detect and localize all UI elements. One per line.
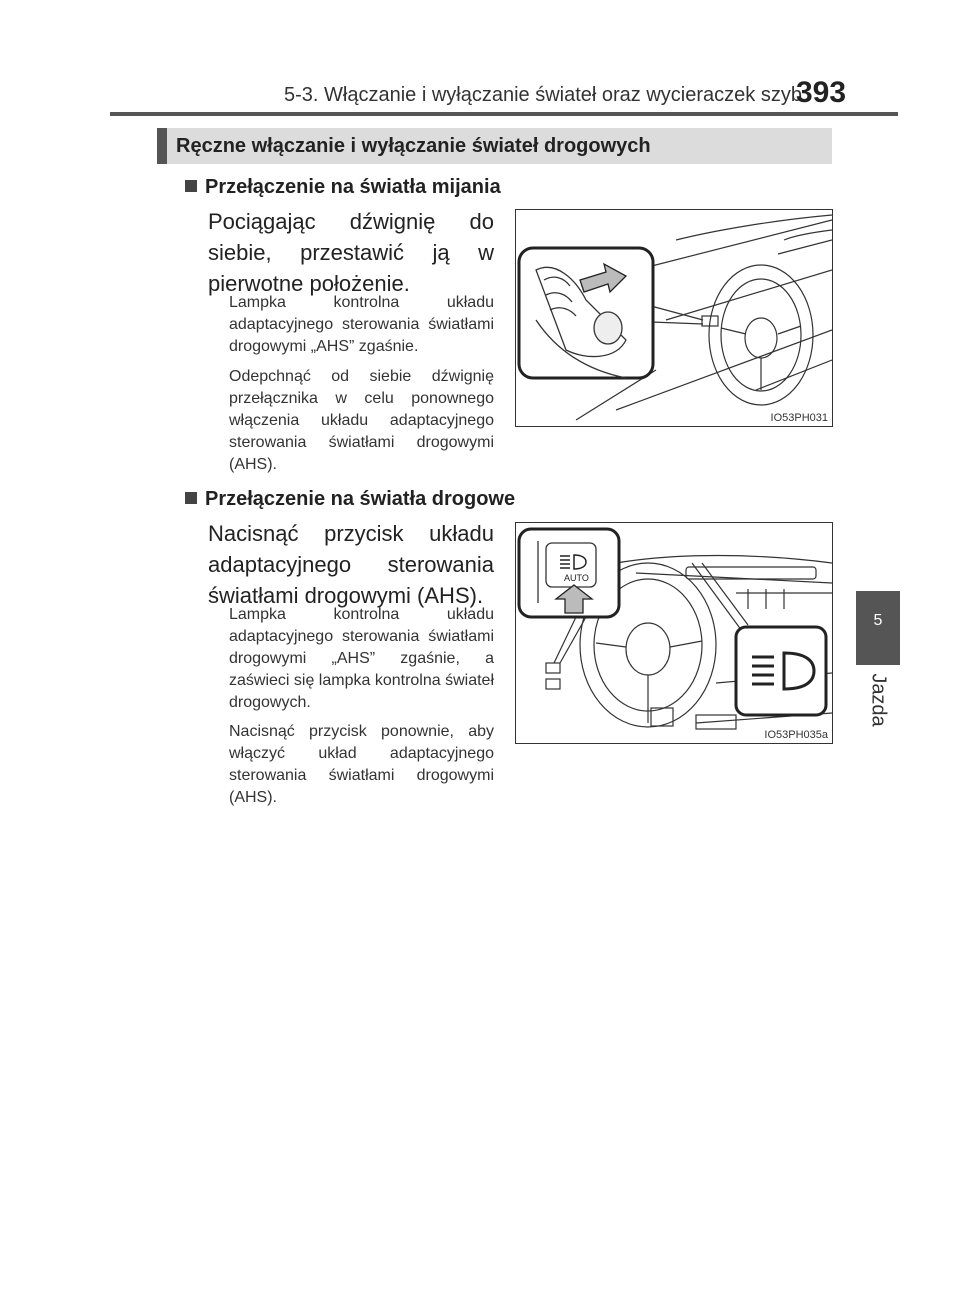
subheading-high-beam: Przełączenie na światła drogowe	[185, 488, 515, 511]
chapter-name: Jazda	[867, 673, 890, 727]
dashboard-illustration	[516, 523, 832, 743]
section-title: Ręczne włączanie i wyłączanie świateł drogowych	[176, 135, 651, 157]
figure-auto-button	[515, 522, 833, 744]
instruction-low-beam: Pociągając dźwignię do siebie, przestawić ją w pierwotne położenie.	[208, 209, 494, 296]
page-number: 393	[796, 76, 847, 109]
figure-code-2: IO53PH035a	[764, 729, 828, 741]
note-low-beam-1: Lampka kontrolna układu adaptacyjnego sterowania światłami drogowymi „AHS” zgaśnie.	[229, 294, 494, 355]
chapter-number: 5	[873, 612, 883, 629]
auto-label: AUTO	[564, 573, 589, 583]
chapter-name-container	[862, 670, 894, 730]
figure-code-1: IO53PH031	[770, 412, 828, 424]
subheading-low-beam: Przełączenie na światła mijania	[185, 176, 501, 199]
note-low-beam-2: Odepchnąć od siebie dźwignię przełącznika w celu ponownego włączenia układu adaptacyjnego sterowania światłami drogowymi (AHS).	[229, 368, 494, 473]
instruction-high-beam: Nacisnąć przycisk układu adaptacyjnego sterowania światłami drogowymi (AHS).	[208, 521, 494, 608]
note-high-beam-2: Nacisnąć przycisk ponownie, aby włączyć układ adaptacyjnego sterowania światłami drogowymi (AHS).	[229, 723, 494, 806]
header-rule	[110, 112, 898, 116]
bullet-square-icon	[185, 180, 197, 192]
lever-illustration	[516, 210, 832, 426]
note-high-beam-1: Lampka kontrolna układu adaptacyjnego sterowania światłami drogowymi „AHS” zgaśnie, a zaświeci się lampka kontrolna świateł drogowych.	[229, 606, 494, 711]
bullet-square-icon	[185, 492, 197, 504]
figure-lever-pull	[515, 209, 833, 427]
running-header: 5-3. Włączanie i wyłączanie świateł oraz wycieraczek szyb	[284, 84, 802, 106]
